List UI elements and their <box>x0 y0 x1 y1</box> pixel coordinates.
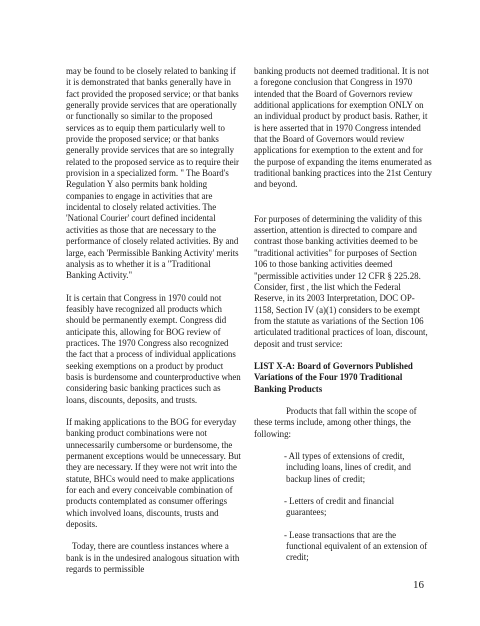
list-item: - Lease transactions that are the functional equivalent of an extension of credit; <box>284 529 428 563</box>
list-heading: LIST X-A: Board of Governors Published Variations of the Four 1970 Traditional Banking Products <box>254 360 413 394</box>
list-item: - All types of extensions of credit, including loans, lines of credit, and backup lines of credit; <box>284 450 411 484</box>
left-column <box>66 66 241 586</box>
right-paragraph-3: Products that fall within the scope of these terms include, among other things, the following: <box>254 405 417 439</box>
left-paragraph-3: If making applications to the BOG for everyday banking product combinations were not unnecessarily cumbersome or burdensome, the permanent exceptions would be unnecessary. But they are necessary. If they were not writ into the statute, BHCs would need to make applications for each and every conceivable combination of products contemplated as consumer offerings which involved loans, discounts, trusts and deposits. <box>66 416 241 530</box>
page-number: 16 <box>413 579 424 591</box>
right-column <box>254 66 432 575</box>
list-item: - Letters of credit and financial guarantees; <box>284 496 395 518</box>
left-paragraph-4: Today, there are countless instances where a bank is in the undesired analogous situation with regards to permissible <box>66 541 240 575</box>
left-paragraph-2: It is certain that Congress in 1970 could not feasibly have recognized all products which should be permanently exempt. Congress did anticipate this, allowing for BOG review of practices. The 1970 Congress also recognized the fact that a process of individual applications seeking exemptions on a product by product basis is burdensome and counterproductive when considering basic banking practices such as loans, discounts, deposits, and trusts. <box>66 292 241 405</box>
left-paragraph-1: may be found to be closely related to banking if it is demonstrated that banks generally have in fact provided the proposed service; or that banks generally provide services that are operationally or functionally so similar to the proposed services as to equip them particularly well to provide the proposed service; or that banks generally provide services that are so integrally related to the proposed service as to require their provision in a specialized form. " The Board's Regulation Y also permits bank holding companies to engage in activities that are incidental to closely related activities. The 'National Courier' court defined incidental activities as those that are necessary to the performance of closely related activities. By and large, each 'Permissible Banking Activity' merits analysis as to whether it is a "Traditional Banking Activity." <box>66 66 239 281</box>
right-paragraph-2: For purposes of determining the validity of this assertion, attention is directed to compare and contrast those banking activities deemed to be "traditional activities" for purposes of Section 106 to those banking activities deemed "permissible activities under 12 CFR § 225.28. Consider, first , the list which the Federal Reserve, in its 2003 Interpretation, DOC OP-1158, Section IV (a)(1) considers to be exempt from the statute as variations of the Section 106 articulated traditional practices of loan, discount, deposit and trust service: <box>254 213 428 349</box>
right-paragraph-1: banking products not deemed traditional. It is not a foregone conclusion that Congress in 1970 intended that the Board of Governors review additional applications for exemption ONLY on an individual product by product basis. Rather, it is here asserted that in 1970 Congress intended that the Board of Governors would review applications for exemption to the extent and for the purpose of expanding the items enumerated as traditional banking practices into the 21st Century and beyond. <box>254 66 432 190</box>
